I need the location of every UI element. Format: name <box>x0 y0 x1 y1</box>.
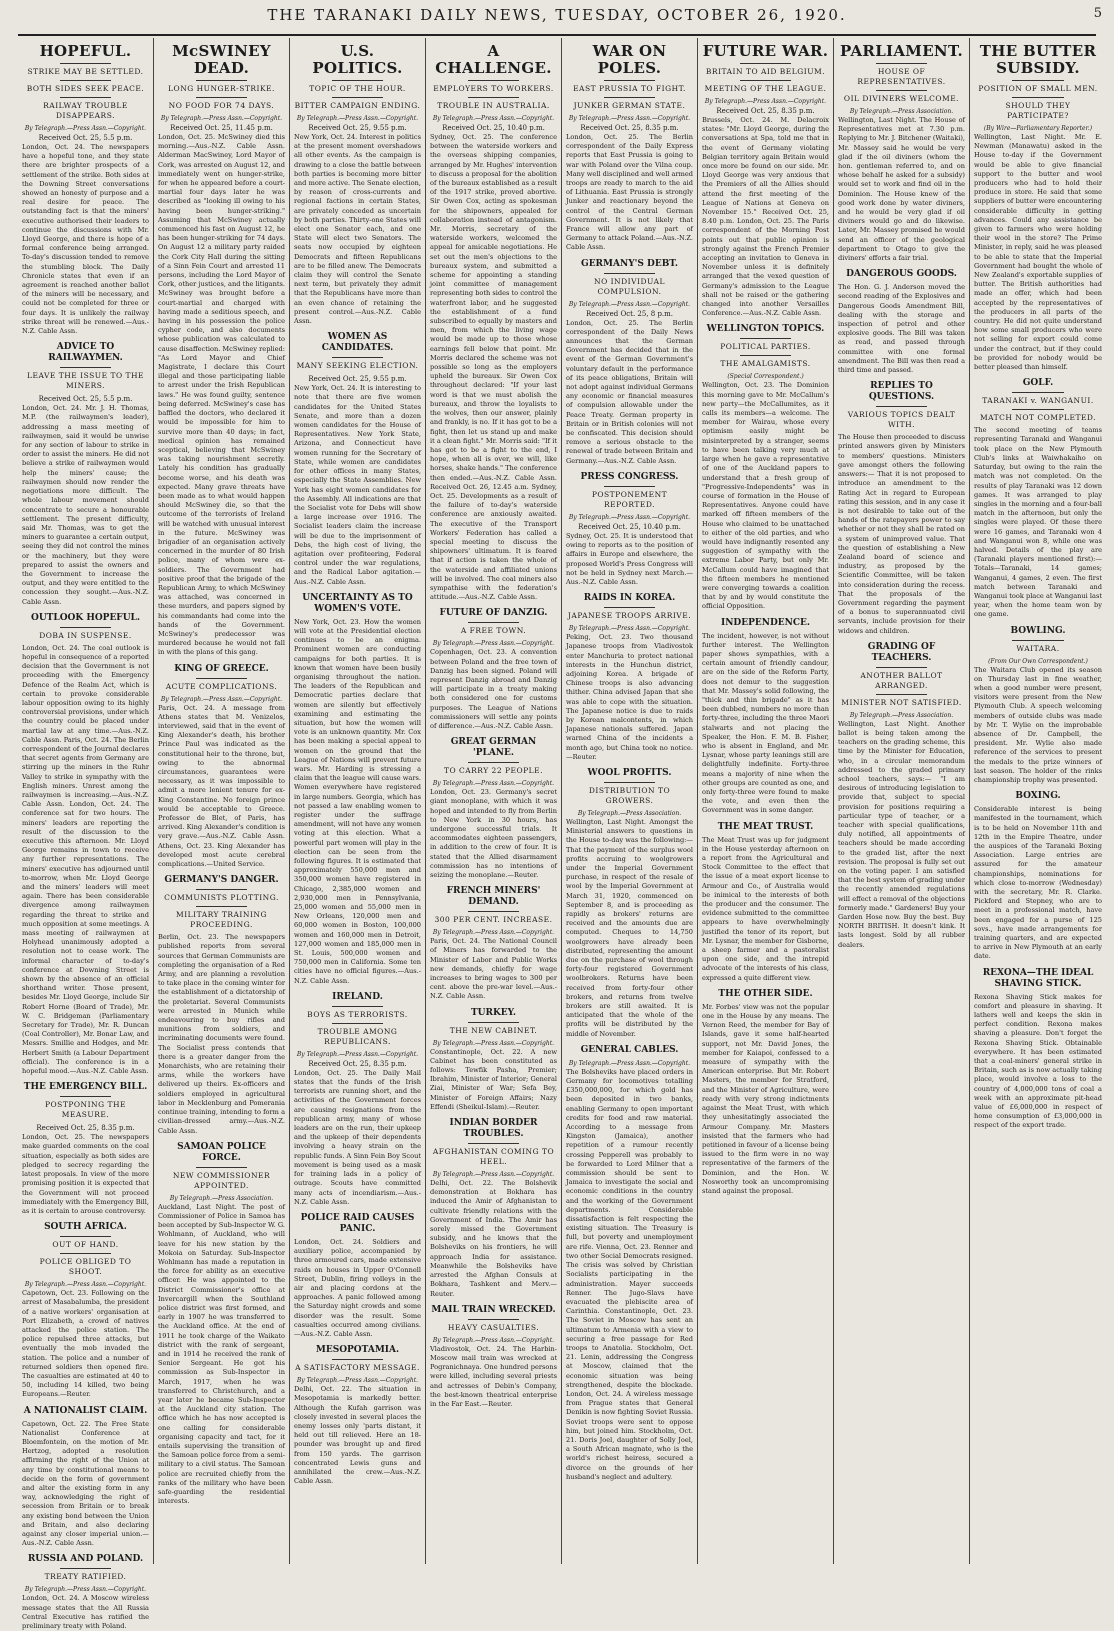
byline: By Telegraph.—Press Association. <box>577 809 682 817</box>
subheading: MINISTER NOT SATISFIED. <box>841 697 962 707</box>
dateline: Received Oct. 25, 8.35 p.m. <box>716 107 815 115</box>
headline: TURKEY. <box>470 1007 517 1018</box>
headline: REXONA—THE IDEAL SHAVING STICK. <box>982 967 1094 989</box>
subheading: DOBA IN SUSPENSE. <box>39 630 132 640</box>
headline: WOMEN AS CANDIDATES. <box>321 332 394 354</box>
dateline: Received Oct. 25, 8.35 p.m. <box>580 124 679 132</box>
subheading: LEAVE THE ISSUE TO THE MINERS. <box>26 371 144 391</box>
divider <box>60 1568 111 1569</box>
byline: By Telegraph.—Press Assn.—Copyright. <box>432 640 555 648</box>
article-body: London, Oct. 25. McSwiney died this morning.—Aus.-N.Z. Cable Assn. Alderman MacSwiney, Lord Mayor of Cork, was arrested on August 12, and immediately went on hunger-strike, for when he appeared before a court-martial four days later he was described as "looking ill owing to his having been hunger-striking." Assuming that McSwiney actually commenced his fast on August 12, he has been hunger-striking for 74 days. On August 12 a military party raided the Cork City Hall during the sitting of a Sinn Fein Court and arrested 11 persons, including the Lord Mayor of Cork, other justices, and the litigants. McSwiney was brought before a court-martial and charged with having made a seditious speech, and having in his possession the police cypher code, and also documents whose publication was calculated to cause disaffection. McSwiney replied: "As Lord Mayor and Chief Magistrate, I declare this Court illegal and those participating liable to arrest under the Irish Republican laws." He was found guilty, sentence being deferred. McSwiney's case has baffled the doctors, who declared it would be impossible for him to survive more than 40 days; in fact, medical opinion has remained sceptical, believing that McSwiney was taking nourishment secretly. Lately his condition has gradually become worse, and his death was expected. Many grave threats have been made as to what would happen should McSwiney die, so that the outcome of the terrorists of Ireland will be watched with unusual interest in the future. McSwiney was brigadier of an organisation actively concerned in the murder of 80 Irish police, many of whom were ex-soldiers. The Government had positive proof that the brigade of the Republican Army, to which McSwiney was attached, was concerned in these murders, and papers signed by his commandants had come into the hands of the Government. McSwiney's predecessor was murdered because he would not fall in with the plans of this gang. <box>158 133 285 657</box>
article-body: London, Oct. 24. Soldiers and auxiliary police, accompanied by three armoured cars, made extensive raids on houses in Upper O'Connell Street, Dublin, firing volleys in the air and placing cordons at the approaches. A panic followed among the Saturday night crowds and some disorder was the result. Some casualties occurred among civilians.—Aus.-N.Z. Cable Assn. <box>294 1237 421 1338</box>
divider <box>332 1023 383 1024</box>
byline: By Telegraph.—Press Assn.—Copyright. <box>160 115 283 122</box>
column-7 <box>834 38 970 1564</box>
subheading: TO CARRY 22 PEOPLE. <box>443 766 544 776</box>
dateline: Received Oct. 25, 11.45 p.m. <box>170 124 273 132</box>
column-6 <box>698 38 834 1564</box>
article-body: London, Oct. 24. A Moscow wireless message states that the All Russia Central Executive has ratified the preliminary treaty with Poland. <box>22 1594 149 1630</box>
headline: GREAT GERMAN 'PLANE. <box>450 737 537 759</box>
byline: By Telegraph.—Press Association. <box>169 1194 274 1202</box>
headline: U.S. POLITICS. <box>312 42 403 77</box>
article <box>838 642 965 950</box>
headline: WELLINGTON TOPICS. <box>706 324 825 335</box>
headline: THE MEAT TRUST. <box>717 821 814 832</box>
byline: (From Our Own Correspondent.) <box>988 657 1088 665</box>
divider <box>196 1167 247 1168</box>
masthead-rule <box>18 34 1096 36</box>
headline: OUTLOOK HOPEFUL. <box>30 612 141 623</box>
subheading: TARANAKI v. WANGANUI. <box>982 396 1094 406</box>
article-body: Copenhagen, Oct. 23. A convention between Poland and the free town of Danzig has been signed. Poland will represent Danzig abroad and Danzig will participate in a treaty making both considered one for customs purposes. The League of Nations commissioners will settle any points of difference.—Aus.-N.Z. Cable Assn. <box>430 648 557 730</box>
divider <box>604 97 655 98</box>
article-body: The Bolsheviks have placed orders in Germany for locomotives totalling £350,000,000, for which gold has been deposited in two banks, enabling Germany to open important credits for food and raw material. According to a message from Kingston (Jamaica), another repetition of a rumour recently crossing Pepperell was probably to be forwarded to Lord Milner that a commission should be sent to Jamaica to investigate the social and economic conditions in the country and the working of the Government departments. Considerable dissatisfaction is felt respecting the existing situation. The Treasury is full, but poverty and unemployment are rife. Vienna, Oct. 23. Renner and two other Social Democrats resigned. The crisis was solved by Christian Socialists participating in the administration. Mayer succeeds Renner. The Jugo-Slavs have evacuated the plebiscite area of Carinthia. Constantinople, Oct. 23. The Soviet in Moscow has sent an ultimatum to Armenia with a view to securing a free passage for Red troops to Anatolia. Stockholm, Oct. 21. Lenin, addressing the Congress at Moscow, claimed that the economic situation was being strengthened, despite the blockade. London, Oct. 24. A wireless message from Prague states that General Denikin is now fighting Soviet Russia. Soviet troops were sent to oppose him, but joined him. Stockholm, Oct. 21. Doris Joel, daughter of Solly Joel, a South African magnate, who is the world's richest heiress, secured a divorce on the grounds of her husband's neglect and adultery. <box>566 1067 693 1481</box>
article-body: London, Oct. 24. The coal outlook is hopeful in consequence of a reported decision that the Government is not proceeding with the Emergency Defence of the Realm Act, which is certain to provoke considerable labour opposition owing to its highly controversial provisions, under which the country could be placed under martial law at any time.—Aus.-N.Z. Cable Assn. Paris, Oct. 24. The Berlin correspondent of the Journal declares that secret agents from Germany are stirring up the miners in the Ruhr Valley to strike in sympathy with the English miners. Unrest among the railwaymen is increasing.—Aus.-N.Z. Cable Assn. London, Oct. 24. The conference sat for two hours. The miners' leaders are reporting the result of the discussion to the executive this afternoon. Mr. Lloyd George remains in town to receive any further representations. The miners' executive has adjourned until to-morrow, when Mr. Lloyd George and the miners' leaders will meet again. There has been considerable divergence among railwaymen regarding the threat to strike and much opposition at some meetings. A mass meeting of railwaymen at Holyhead unanimously adopted a resolution not to cease work. The informal character of to-day's conference at Downing Street is shown by the absence of an official shorthand writer. Those present, besides Mr. Lloyd George, include Sir Robert Horne (Board of Trade), Mr. W. C. Bridgeman (Parliamentary Secretary for Trade), Mr. R. Duncan (Coal Controller), Mr. Bonar Law, and Messrs. Smillie and Hodges, and Mr. Herbert Smith (a Labour Department official). The conference is in a hopeful mood.—Aus.-N.Z. Cable Assn. <box>22 643 149 1076</box>
article <box>294 1345 421 1486</box>
subheading: A FREE TOWN. <box>460 626 527 636</box>
divider <box>468 1022 519 1023</box>
subheading: WAITARA. <box>1016 643 1060 653</box>
headline: A NATIONALIST CLAIM. <box>23 1405 148 1416</box>
article <box>566 472 693 587</box>
dateline: Received Oct. 25, 8.35 p.m. <box>308 1059 407 1068</box>
article <box>294 593 421 986</box>
article <box>566 1045 693 1482</box>
subheading: COMMUNISTS PLOTTING. <box>164 893 279 903</box>
divider <box>196 889 247 890</box>
byline: By Telegraph.—Press Assn.—Copyright. <box>432 1039 555 1047</box>
divider <box>876 694 927 695</box>
article-body: London, Oct. 25. The newspapers make guarded comments on the coal situation, especially as both sides are pledged to secrecy regarding the latest proposals. In view of the more promising position it is expected that the Government will not proceed immediately with the Emergency Bill, as it is certain to arouse controversy. <box>22 1133 149 1215</box>
article <box>974 791 1102 961</box>
article-body: New York, Oct. 23. How the women will vote at the Presidential election continues to be an enigma. Prominent women are conducting campaigns for both parties. It is known that women have been busily organising throughout the nation. The leaders of the Republican and Democratic parties declare that women are silently but effectively examining and estimating the situation, but how the women will vote is an unknown quantity. Mr. Cox has been making a special appeal to women on the ground that the League of Nations will prevent future wars. Mr. Harding is stressing a claim that the league will cause wars. Women everywhere have registered in large numbers. Georgia, which has not passed a law enabling women to register under the suffrage amendment, will not have any women voting at this election. What a powerful part women will play in the election can be seen from the following figures. It is estimated that approximately 550,000 men and 350,000 women have registered in Chicago, 2,385,000 women and 2,930,000 men in Pennsylvania, 25,000 women and 55,000 men in New Orleans, 120,000 men and 60,000 women in Boston, 100,000 women and 160,000 men in Detroit, 127,000 women and 185,000 men in St. Louis, 500,000 women and 750,000 men in California. Some ten cities have no official figures.—Aus.-N.Z. Cable Assn. <box>294 617 421 985</box>
article-body: Capetown, Oct. 23. Following on the arrest of Masabalumba, the president of a native workers' organisation at Port Elizabeth, a crowd of natives attacked the police station. The police repulsed three attacks, but eventually the mob invaded the station. The police and a number of returned soldiers then opened fire. The casualties are estimated at 40 to 50, including 14 killed, two being Europeans.—Reuter. <box>22 1289 149 1399</box>
byline: By Telegraph.—Press Assn.—Copyright. <box>24 125 147 132</box>
article-body: The Hon. G. J. Anderson moved the second reading of the Explosives and Dangerous Goods Amendment Bill, dealing with the storage and inspection of petrol and other explosive goods. The Bill was taken as read, and passed through committee with one formal amendment. The Bill was then read a third time and passed. <box>838 283 965 375</box>
article-body: Wellington, Last Night. The House of Representatives met at 7.30 p.m. Replying to Mr. J. Bitchener (Waitaki), Mr. Massey said he would be very glad if the oil diviners (whom the hon. gentleman referred to, and on whose behalf he asked for a subsidy) would set to work and find oil in the Dominion. The House knew of the good work done by water diviners, and he would be very glad if oil diviners would go and do likewise. Later, Mr. Massey promised he would send an officer of the geological department to Otago to give the diviners' efforts a fair trial. <box>838 116 966 263</box>
headline: THE BUTTER SUBSIDY. <box>979 42 1097 77</box>
headline: WOOL PROFITS. <box>587 767 672 778</box>
divider <box>332 1359 383 1360</box>
article <box>838 269 965 375</box>
divider <box>1012 640 1063 641</box>
dateline: Received Oct. 25, 9.55 p.m. <box>308 375 407 384</box>
article <box>22 1082 149 1216</box>
article-body: Delhi, Oct. 22. The Bolshevik demonstration at Bokhara has induced the Amir of Afghanistan to cultivate friendly relations with the Government of India. The Amir has sorely missed the Government subsidy, and he knows that the Bolsheviks on his frontiers, he will approach India for assistance. Meanwhile the Bolsheviks have arrested the Afghan Consuls at Bokhara, Tashkent and Merv.—Reuter. <box>430 1179 557 1298</box>
headline: FUTURE OF DANZIG. <box>439 608 548 619</box>
article <box>566 259 693 466</box>
headline: MAIL TRAIN WRECKED. <box>431 1304 556 1315</box>
article-body: Vladivostok, Oct. 24. The Harbin-Moscow mail train was wrecked at Pogranichnaya. One hundred persons were killed, including several priests and actresses of Debin's Company, the best-known theatrical enterprise in the Far East.—Reuter. <box>430 1344 557 1408</box>
headline: PRESS CONGRESS. <box>580 471 679 482</box>
article-body: Capetown, Oct. 22. The Free State Nationalist Conference at Bloemfontein, on the motion of Mr. Hertzog, adopted a resolution affirming the right of the Union at any time by constitutional means to decide on the form of government and alter the existing form in any way, acknowledging the right of secession from Britain or to break any existing bond between the Union and Britain, and also declaring against any closer imperial union.—Aus.-N.Z. Cable Assn. <box>22 1419 149 1548</box>
article-body: New York, Oct. 24. Interest in politics at the present moment overshadows all other events. As the campaign is drawing to a close the battle between both parties is becoming more bitter and more active. The Senate election, by reason of cross-currents and regional factions in certain States, are privately conceded as uncertain by both parties. Thirty-one States will elect one Senator each, and one State will elect two Senators. The seats now occupied by eighteen Democrats and fifteen Republicans are to be filled anew. The Democrats claim they will control the Senate next term, but privately they admit that the Republicans have more than an even chance of retaining the present control.—Aus.-N.Z. Cable Assn. <box>294 133 421 326</box>
dateline: Received Oct. 25, 8 p.m. <box>585 309 674 318</box>
headline: REPLIES TO QUESTIONS. <box>868 381 935 403</box>
subheading: 300 PER CENT. INCREASE. <box>434 915 553 925</box>
headline: GERMANY'S DANGER. <box>164 875 279 886</box>
byline: By Telegraph.—Press Assn.—Copyright. <box>432 1171 555 1179</box>
divider <box>876 667 927 668</box>
divider <box>604 607 655 608</box>
subheading: BITTER CAMPAIGN ENDING. <box>294 101 421 110</box>
subheading: RAILWAY TROUBLE DISAPPEARS. <box>43 101 128 120</box>
article-body: Delhi, Oct. 22. The situation in Mesopotamia is markedly better. Although the Kufah garrison was closely invested in several places the enemy losses only 'parts distant, it held out till relieved. Here an 18-pounder was brought up and fired from 150 yards. The garrison concentrated Lewis guns and annihilated the crew.—Aus.-N.Z. Cable Assn. <box>294 1385 421 1486</box>
article <box>566 768 693 1039</box>
article <box>838 43 965 263</box>
article <box>974 378 1102 619</box>
divider <box>740 80 791 81</box>
subheading: OUT OF HAND. <box>52 1240 119 1250</box>
byline: (Special Correspondent.) <box>727 373 804 381</box>
byline: By Telegraph.—Press Assn.—Copyright. <box>568 115 691 122</box>
article-body: Peking, Oct. 23. Two thousand Japanese troops from Vladivostok enter Manchuria to protect national interests in the Hunchun district, adjoining Korea. A brigade of Chinese troops is also advancing thither. China advised Japan that she was able to cope with the situation. The Japanese notice is due to raids by Korean malcontents, in which Japanese nationals suffered. Japan warned China of the incidents a month ago, but China took no notice.—Reuter. <box>566 633 693 761</box>
article-body: London, Oct. 23. Germany's secret giant monoplane, with which it was hoped and intended to fly from Berlin to New York in 30 hours, has undergone successful trials. It accommodates eighteen passengers, in addition to the crew of four. It is stated that the Allied disarmament commission has no intentions of seizing the monoplane.—Reuter. <box>430 788 557 880</box>
divider <box>468 1143 519 1144</box>
headline: BOWLING. <box>1010 625 1066 636</box>
article-body: Considerable interest is being manifested in the tournament, which is to be held on November 11th and 12th in the Empire Theatre, under the auspices of the Taranaki Boxing Association. Large entries are assured for the amateur championships, nominations for which close to-morrow (Wednesday) with the secretary, Mr. R. Clarke. Pickford and Stepney, who are to meet in a professional match, have been engaged for a purse of 125 sovs., have made arrangements for training quarters, and are expected to arrive in New Plymouth at an early date. <box>974 805 1102 961</box>
divider <box>332 357 383 358</box>
article-body: London, Oct. 25. The Berlin correspondent of the Daily News announces that the German Government has decided that in the event of the German Government's voluntary default in the performance of its peace obligations, Britain will not adopt against individual Germans any economic or financial measures of compulsion allowable under the Peace Treaty. German property in Britain or in British colonies will not be confiscated. This decision should remove a serious obstacle to the renewal of trade between Britain and Germany.—Aus.-N.Z. Cable Assn. <box>566 318 693 465</box>
article <box>702 43 829 318</box>
article <box>158 664 285 870</box>
divider <box>740 338 791 339</box>
article-body: Wellington, Oct. 23. The Dominion this morning gave to Mr. McCallum's new party—the McCallumites, as it calls its members—a welcome. The member for Wairau, whose every optimism easily might be misinterpreted by a stranger, seems to have been talking very much at large when he gave a representative of one of the Auckland papers to understand that a fresh group of "Progressive-Independents" was in course of formation in the House of Representatives. Anyone could have marked off fifteen members of the House who claimed to be unattached to either of the old parties, and who would have indignantly resented any suggestion of sympathy with the extreme Labor Party, but only Mr. McCallum could have imagined that the fifteen members he mentioned were converging towards a coalition that by and by would constitute the official Opposition. <box>702 381 829 611</box>
byline: By Telegraph.—Press Assn.—Copyright. <box>568 513 691 521</box>
divider <box>604 273 655 274</box>
headline: INDEPENDENCE. <box>720 617 810 628</box>
divider <box>60 63 111 64</box>
article-body: The House then proceeded to discuss printed answers given by Ministers to members' questions. Ministers gave amongst others the following answers:— That it is not proposed to introduce an amendment to the Rating Act in regard to European rating this session, and in any case it is not desirable to take out of the hands of the ratepayers power to say whether or not they shall be rated on a system of unimproved value. That the question of establishing a New Zealand board of science and industry, as proposed by the Scientific Committee, will be taken into consideration during the recess. That the proposals of the Government regarding the payment of a bonus to superannuated civil servants, include provision for their widows and children. <box>838 433 965 635</box>
headline: RUSSIA AND POLAND. <box>27 1554 144 1565</box>
article <box>158 1142 285 1507</box>
article-body: Mr. Forbes' view was not the popular one in the House by any means. The Vernon Reed, the member for Bay of Islands, gave it some half-hearted support, not Mr. David Jones, the member for Kaiapoi, confessed to a measure of sympathy with the American enterprise. But Mr. Robert Masters, the member for Stratford, and the Minister of Agriculture, were ready with very strong indictments against the Meat Trust, with which they unhesitatingly associated the Armour Company. Mr. Masters insisted that the farmers who had petitioned in favour of a license being issued to the firm were in no way representative of the farmers of the Dominion, and the Hon. W. Nosworthy took an uncompromising stand against the proposal. <box>702 1002 829 1195</box>
article-body: London, Oct. 25. The Daily Mail states that the funds of the Irish terrorists are running short, and the activities of the Government forces are causing resignations from the republican army, many of whose leaders are on the run, their upkeep and the upkeep of their dependents involving a heavy strain on the republic funds. A Sinn Fein Boy Scout movement is being used as a mask for training lads in a policy of outrage. Scouts have committed many acts of incendiarism.—Aus.-N.Z. Cable Assn. <box>294 1068 421 1206</box>
headline: DANGEROUS GOODS. <box>846 269 957 280</box>
subheading: LONG HUNGER-STRIKE. <box>168 84 275 93</box>
subheading: THE NEW CABINET. <box>449 1025 538 1035</box>
article <box>702 822 829 983</box>
subheading: NO FOOD FOR 74 DAYS. <box>168 101 275 110</box>
article <box>702 989 829 1196</box>
subheading: JAPANESE TROOPS ARRIVE. <box>567 611 692 621</box>
article <box>430 608 557 731</box>
headline: THE OTHER SIDE. <box>718 988 813 999</box>
divider <box>468 622 519 623</box>
headline: GENERAL CABLES. <box>580 1044 679 1055</box>
divider <box>60 1096 111 1097</box>
divider <box>332 97 383 98</box>
dateline: Received Oct. 25, 5.5 p.m. <box>38 134 133 142</box>
byline: By Telegraph.—Press Assn.—Copyright. <box>24 1586 147 1594</box>
divider <box>1012 80 1063 81</box>
article <box>838 381 965 635</box>
divider <box>196 80 247 81</box>
article <box>22 342 149 606</box>
divider <box>604 80 655 81</box>
article <box>974 968 1102 1131</box>
byline: (By Wire—Parliamentary Reporter.) <box>983 125 1093 132</box>
subheading: MEETING OF THE LEAGUE. <box>704 84 827 93</box>
divider <box>604 782 655 783</box>
article <box>158 43 285 658</box>
divider <box>468 762 519 763</box>
subheading: TROUBLE IN AUSTRALIA. <box>437 101 550 110</box>
byline: By Telegraph.—Press Assn.—Copyright. <box>296 115 419 122</box>
divider <box>468 911 519 912</box>
divider <box>1012 392 1063 393</box>
byline: By Telegraph.—Press Association. <box>849 711 954 719</box>
dateline: Received Oct. 25, 9.55 p.m. <box>308 124 407 132</box>
article-body: Sydney, Oct. 25. The conference between the waterside workers and the overseas shipping companies, arranged by Mr. Hughes' intervention to discuss a proposal for the abolition of the bureaux established as a result of the 1917 strike, proved abortive. Sir Owen Cox, acting as spokesman for the shipowners, appealed for collaboration instead of antagonism. Mr. Morris, secretary of the waterside workers, welcomed the appeal for amicable negotiations. He set out the men's objections to the bureaux system, and submitted a scheme for appointing a standing joint committee of management representing both sides to control the waterfront labor, and he suggested the establishment of a fund subscribed to equally by masters and men, from which the living wage would be made up to those whose earnings fell below that point. Mr. Morris declared the scheme was not possible so long as the employers upheld the bureaux. Sir Owen Cox throughout declared: "If your last word is that we must abolish the bureaux, and throw the loyalists to the wolves, then our answer, plainly and frankly, is no. If it has got to be a fight, then let us stand up and make it a clean fight." Mr. Morris said: "If it has got to be a fight to the end, I hope, when all is over, we will, like horses, shake hands." The conference then ended.—Aus.-N.Z. Cable Assn. Received Oct. 26, 12.45 a.m. Sydney, Oct. 25. Developments as a result of the failure of to-day's waterside conference are anxiously awaited. The executive of the Transport Workers' Federation has called a special meeting to discuss the shipowners' ultimatum. It is feared that if action is taken the whole of the waterside and affiliated unions will be involved. The coal miners also sympathise with the federation's attitude.—Aus.-N.Z. Cable Assn. <box>430 133 557 602</box>
article-body: Paris, Oct. 24. A message from Athens states that M. Venizelos, interviewed, said that in the event of King Alexander's death, his brother Prince Paul was indicated as the constitutional heir to the throne, but, owing to the abnormal circumstances, guarantees were necessary, as it was impossible to admit a more lenient tenure for ex-King Constantine. No foreign prince would be acceptable to Greece. Professor de Blet, of Paris, has arrived. King Alexander's condition is very grave.—Aus.-N.Z. Cable Assn. Athens, Oct. 23. King Alexander has developed most acute cerebral complications.—United Service. <box>158 703 285 869</box>
article <box>430 1305 557 1409</box>
divider <box>468 97 519 98</box>
dateline: Received Oct. 25, 8.35 p.m. <box>36 1124 135 1133</box>
subheading: BOYS AS TERRORISTS. <box>307 1009 408 1019</box>
byline: By Telegraph.—Press Assn.—Copyright. <box>432 780 555 788</box>
subheading: BRITAIN TO AID BELGIUM. <box>705 67 826 76</box>
dateline: Received Oct. 25, 5.5 p.m. <box>38 395 133 404</box>
article-body: The Waitara Club opened its season on Thursday last in fine weather, when a good number were present, visitors were present from the New Plymouth Club. A speech welcoming members of outside clubs was made by Mr. T. Wylie on the improbable absence of Dr. Campbell, the president. Mr. Wylie also made reference of the services to present the medals to the prize winners of last season. The holder of the rinks championship trophy was presented. <box>974 665 1102 784</box>
subheading: NEW COMMISSIONER APPOINTED. <box>172 1170 271 1190</box>
column-1 <box>18 38 154 1630</box>
subheading: BOTH SIDES SEEK PEACE. <box>26 84 145 93</box>
subheading: SHOULD THEY PARTICIPATE? <box>1005 101 1071 120</box>
headline: UNCERTAINTY AS TO WOMEN'S VOTE. <box>302 592 413 614</box>
divider <box>196 906 247 907</box>
byline: By Telegraph.—Press Association. <box>849 108 954 115</box>
subheading: VARIOUS TOPICS DEALT WITH. <box>847 410 956 430</box>
headline: KING OF GREECE. <box>174 663 269 674</box>
divider <box>740 63 791 64</box>
subheading: THE AMALGAMISTS. <box>720 359 811 369</box>
masthead-title: THE TARANAKI DAILY NEWS, TUESDAY, OCTOBER 26, 1920. <box>267 6 847 24</box>
divider <box>60 1236 111 1237</box>
headline: RAIDS IN KOREA. <box>583 593 676 604</box>
article <box>702 618 829 816</box>
article-body: Wellington, Last Night. Another ballot is being taken among the teachers on the grading scheme, this time by the Minister for Education, who, in a circular memorandum addressed to the graded primary school teachers, says:— "I am desirous of introducing legislation to provide that, subject to special provision for positions requiring a particular type of teacher, or a teacher with special qualifications, duly notified, all appointments of teachers should be made according to the graded list, after the next revision. The proposal is fully set out on the voting paper. I am satisfied that the best system of grading under the recently amended regulations will effect a removal of the objections formerly made." Gardeners! Buy your Garden Hose now. Buy the best. Buy NORTH BRITISH. It doesn't kink. It lasts longest. Sold by all rubber dealers. <box>838 719 965 949</box>
article-body: Paris, Oct. 24. The National Council of Miners has forwarded to the Minister of Labor and Public Works new demands, chiefly for wage increases to bring wages to 300 per cent. above the pre-war level.—Aus.-N.Z. Cable Assn. <box>430 937 557 1001</box>
byline: By Telegraph.—Press Assn.—Copyright. <box>296 1377 419 1385</box>
subheading: OIL DIVINERS WELCOME. <box>843 94 960 103</box>
article <box>430 1008 557 1112</box>
column-3 <box>290 38 426 1564</box>
divider <box>1012 97 1063 98</box>
subheading: ACUTE COMPLICATIONS. <box>165 681 278 691</box>
subheading: JUNKER GERMAN STATE. <box>573 101 686 110</box>
divider <box>332 80 383 81</box>
byline: By Telegraph.—Press Assn.—Copyright. <box>160 695 283 703</box>
article <box>294 43 421 326</box>
article-body: New York, Oct. 24. It is interesting to note that there are five women candidates for the United States Senate, and more than a dozen women candidates for the House of Representatives. New York State, Arizona, and Connecticut have women running for the Secretary of State, while women are candidates for other offices in many States, especially the State Assemblies. New York has eight women candidates for the Assembly. All indications are that the Socialist vote for Debs will show a large increase over 1916. The Socialist leaders claim the increase will be due to the imprisonment of Debs, the high cost of living, the agitation over profiteering, Federal control under the war regulations, and the Radical Labor agitation.—Aus.-N.Z. Cable Assn. <box>294 384 421 586</box>
divider <box>740 355 791 356</box>
headline: SOUTH AFRICA. <box>44 1222 127 1233</box>
subheading: TOPIC OF THE HOUR. <box>309 84 406 93</box>
subheading: ANOTHER BALLOT ARRANGED. <box>860 670 943 690</box>
divider <box>332 1006 383 1007</box>
article-body: Sydney, Oct. 25. It is understood that owing to reports as to the position of affairs in Europe and elsewhere, the proposed World's Press Congress will not be held in Sydney next March.—Aus.-N.Z. Cable Assn. <box>566 531 693 586</box>
divider <box>196 678 247 679</box>
headline: THE EMERGENCY BILL. <box>23 1082 148 1093</box>
article-body: Wellington, Last Night. Mr. E. Newman (Manawatu) asked in the House to-day if the Government would be able to give financial support to the butter and wool producers who had to hold their produce in store. He said that some suppliers of butter were encountering considerable difficulty in getting advances. Could any assistance be given to farmers who were holding their wool in the store? The Prime Minister, in reply, said he was pleased to be able to state that the Imperial Government had bought the whole of New Zealand's exportable supplies of butter. The British authorities had made an offer, which had been accepted by the representatives of the producers in all parts of the country. He did not quite understand how some small producers who were not selling for export could come under the contract, but if they could be provided for nobody would be better pleased than himself. <box>974 133 1102 372</box>
article-body: London, Oct. 24. Mr. J. H. Thomas, M.P. (the railwaymen's leader), addressing a mass meeting of railwaymen, said it would be unwise for any section of labour to strike in order to assist the miners. He did not believe a strike of railwaymen would help the miners' cause; the railwaymen should now render the negotiations more difficult. The whole labour movement should concentrate to secure a honourable settlement. The present difficulty, said Mr. Thomas, was to get the miners to guarantee a certain output, seeing they did not control the mines or the machinery, but they were prepared to assist the owners and the Government to increase the output, and they were entitled to the concession they sought.—Aus.-N.Z. Cable Assn. <box>22 404 149 606</box>
divider <box>60 97 111 98</box>
byline: By Telegraph.—Press Assn.—Copyright. <box>568 1059 691 1067</box>
headline: ADVICE TO RAILWAYMEN. <box>48 342 123 364</box>
article-body: London, Oct. 24. The newspapers have a hopeful tone, and they state there are brighter prospects of a settlement of the strike. Both sides at the Downing Street conversations showed an honesty of purpose and a real desire for peace. The outstanding fact is that the miners' executive authorised their leaders to continue the discussions with Mr. Lloyd George, and there is hope of a formal conference being arranged. To-day's discussion tended to remove the stumbling block. The Daily Chronicle states that even if an agreement is reached another ballot of the miners will be necessary, and could not be completed for three or four days. It is unlikely the railway strike threat will be renewed.—Aus.-N.Z. Cable Assn. <box>22 143 149 336</box>
byline: By Telegraph.—Press Assn.—Copyright. <box>296 1050 419 1058</box>
article <box>974 43 1102 372</box>
article <box>22 1406 149 1549</box>
subheading: STRIKE MAY BE SETTLED. <box>27 67 144 76</box>
subheading: MILITARY TRAINING PROCEEDING. <box>176 910 267 930</box>
byline: By Telegraph.—Press Assn.—Copyright. <box>432 1336 555 1344</box>
divider <box>876 63 927 64</box>
subheading: DISTRIBUTION TO GROWERS. <box>588 785 671 805</box>
subheading: POLICE OBLIGED TO SHOOT. <box>39 1257 132 1277</box>
column-5 <box>562 38 698 1564</box>
masthead <box>0 6 1114 34</box>
subheading: TROUBLE AMONG REPUBLICANS. <box>317 1026 398 1046</box>
subheading: HEAVY CASUALTIES. <box>447 1322 540 1332</box>
article <box>22 1222 149 1399</box>
subheading: POSTPONING THE MEASURE. <box>44 1100 126 1120</box>
subheading: AFGHANISTAN COMING TO HEEL. <box>432 1147 555 1167</box>
subheading: MANY SEEKING ELECTION. <box>296 361 419 371</box>
column-2 <box>154 38 290 1564</box>
article <box>566 593 693 762</box>
article <box>566 43 693 253</box>
article <box>294 332 421 586</box>
headline: GOLF. <box>1022 378 1054 389</box>
subheading: NO INDIVIDUAL COMPULSION. <box>594 276 665 296</box>
divider <box>60 627 111 628</box>
article-body: London, Oct. 25. The Berlin correspondent of the Daily Express reports that East Prussia is going to war with Poland over the Vilna coup. Many well disciplined and well armed troops are ready to march to the aid of Lithuania. East Prussia is strongly Junker and reactionary beyond the control of the Central German Government. It is not likely that France will allow any part of Germany to attack Poland.—Aus.-N.Z. Cable Assn. <box>566 133 693 252</box>
columns-container <box>18 38 1106 1630</box>
article <box>702 324 829 611</box>
headline: BOXING. <box>1015 791 1061 802</box>
byline: By Telegraph.—Press Assn.—Copyright. <box>24 1281 147 1289</box>
article <box>430 43 557 602</box>
article <box>294 1213 421 1339</box>
article-body: Berlin, Oct. 23. The newspapers published reports from several sources that German Communists are completing the organisation of a Red Army, and are planning a revolution to take place in the coming winter for the establishment of a dictatorship of the proletariat. Several Communists were arrested in Munich while endeavouring to buy rifles and munitions from soldiers, and incriminating documents were found. The Socialist press contends that there is a greater danger from the Monarchists, who are retaining their arms, while the workers have delivered up theirs. Ex-officers and soldiers employed in agricultural labor in Mecklenburg and Pomerania continue training, intending to form a civilian-dressed army.—Aus.-N.Z. Cable Assn. <box>158 933 285 1135</box>
byline: By Telegraph.—Press Assn.—Copyright. <box>568 625 691 633</box>
headline: FRENCH MINERS' DEMAND. <box>446 886 541 908</box>
subheading: MATCH NOT COMPLETED. <box>979 413 1097 423</box>
headline: PARLIAMENT. <box>840 42 963 60</box>
headline: SAMOAN POLICE FORCE. <box>177 1141 266 1163</box>
page-number: 5 <box>1093 6 1104 21</box>
article-body: The incident, however, is not without further interest. The Wellington paper shows sympathies, with a certain amount of friendly candour, are on the side of the Reform Party, does not demur to the suggestion that Mr. Massey's solid following, the "thick and thin brigade" as it has been dubbed, numbers no more than forty-three, including the three Maori stalwarts and not placing the Speaker, the Hon. F. M. B. Fisher, who is absent in England, and Mr. Lysnar, whose party leanings still are delightfully indefinite. Forty-three means a majority of nine when the other groups are counted as one, and only forty-three were found to make the vote, and even then the Government was in some danger. <box>702 631 829 815</box>
article <box>430 1118 557 1299</box>
article <box>430 737 557 880</box>
divider <box>468 80 519 81</box>
article-body: The Meat Trust was up for judgment in the House yesterday afternoon on a report from the Agricultural and Stock Committee to the effect that the issue of a meat export license to Armour and Co., of Australia would be inimical to the interests of both the producer and the consumer. The evidence submitted to the committee appears to have overwhelmingly justified the tenor of its report, but Mr. Lysnar, the member for Gisborne, a sheep farmer and a pastoralist upon one side, and the intrepid advocate of the interests of his class, expressed a quite different view. <box>702 835 829 982</box>
divider <box>876 406 927 407</box>
headline: McSWINEY DEAD. <box>172 42 271 77</box>
headline: A CHALLENGE. <box>435 42 552 77</box>
article <box>158 875 285 1135</box>
byline: By Telegraph.—Press Assn.—Copyright. <box>568 300 691 308</box>
headline: IRELAND. <box>332 991 383 1002</box>
divider <box>876 90 927 91</box>
subheading: EMPLOYERS TO WORKERS. <box>433 84 554 93</box>
subheading: HOUSE OF REPRESENTATIVES. <box>857 67 946 86</box>
article-body: Constantinople, Oct. 22. A new Cabinet has been constituted as follows: Tewfik Pasha, Premier; Ibrahim, Minister of Interior; General Ziai, Minister of War; Sefa Bey, Minister of Foreign Affairs; Nazy Effendi (Sheikul-Islam).—Reuter. <box>430 1047 557 1111</box>
headline: MESOPOTAMIA. <box>315 1345 400 1356</box>
headline: WAR ON POLES. <box>592 42 667 77</box>
divider <box>468 1319 519 1320</box>
article-body: Brussels, Oct. 24. M. Delacroix states: "Mr. Lloyd George, during the conversations at Spa, told me that in the event of Germany violating Belgian territory again Britain would once more be found on our side. Mr. Lloyd George was very anxious that the Premiers of all the Allies should attend the first meeting of the League of Nations at Geneva on November 15." Received Oct. 25, 8.40 p.m. London, Oct. 25. The Paris correspondent of the Morning Post points out that public opinion is strongly against the French Premier accepting an invitation to Geneva in November unless it is definitely arranged that the vexed question of Germany's admission to the League shall not be raised or the gathering changed into another Versailles Conference.—Aus.-N.Z. Cable Assn. <box>702 116 829 318</box>
divider <box>196 97 247 98</box>
subheading: POLITICAL PARTIES. <box>720 342 811 352</box>
article <box>430 886 557 1001</box>
byline: By Telegraph.—Press Assn.—Copyright. <box>432 929 555 937</box>
column-4 <box>426 38 562 1564</box>
divider <box>60 80 111 81</box>
byline: By Telegraph.—Press Assn.—Copyright. <box>432 115 555 122</box>
article-body: Rexona Shaving Stick makes for comfort and pleasure in shaving. It lathers well and keeps the skin in perfect condition. Rexona makes shaving a pleasure. Don't forget the Rexona Shaving Stick. Obtainable everywhere. It has been estimated that a coal-miners' general strike in Britain, such as is now actually taking place, would involve a loss to the country of 4,000,000 tons of coal a week with an approximate pit-head value of £6,000,000 in respect of home consumption of £3,000,000 in respect of the export trade. <box>974 992 1102 1130</box>
divider <box>60 367 111 368</box>
divider <box>604 486 655 487</box>
headline: GRADING OF TEACHERS. <box>867 641 936 663</box>
headline: HOPEFUL. <box>39 42 132 60</box>
article <box>294 992 421 1207</box>
subheading: POSITION OF SMALL MEN. <box>978 84 1098 93</box>
article <box>22 613 149 1077</box>
subheading: A SATISFACTORY MESSAGE. <box>295 1363 420 1373</box>
article-body: Wellington, Last Night. Amongst the Ministerial answers to questions in the House to-day was the following:— That the payment of the surplus wool profits accruing to woolgrowers under the Imperial Government purchase, in respect of the resale of wool by the Imperial Government at March 31, 1920, commenced on September 8, and is proceeding as rapidly as brokers' returns are received and the amounts due are computed. Cheques to 14,750 woolgrowers have already been distributed, representing the amount due on the purchase of wool through forty-four registered Government woolbrokers. Returns have been received from forty-four other brokers, and returns from twelve brokers are still awaited. It is anticipated that the whole of the profits will be distributed by the middle of November. <box>566 817 693 1038</box>
article-body: The second meeting of teams representing Taranaki and Wanganui took place on the New Plymouth Club's links at Waiwhakaiho on Saturday, but owing to the rain the match was not completed. On the results of play Taranaki was 12 down games. It was arranged to play singles in the morning and a four-ball match in the afternoon, but only the singles were played. Of these there were 16 games, and Taranaki won 4 and Wanganui won 8, while one was halved. Details of the play are (Taranaki players mentioned first):— Totals—Taranaki, 14 games; Wanganui, 4 games, 2 even. The first match between Taranaki and Wanganui took place at Wanganui last year, when the home team won by one game. <box>974 426 1102 619</box>
column-8 <box>970 38 1106 1564</box>
subheading: POSTPONEMENT REPORTED. <box>591 489 668 509</box>
dateline: Received Oct. 25, 10.40 p.m. <box>442 124 545 132</box>
article <box>22 43 149 336</box>
dateline: Received Oct. 25, 10.40 p.m. <box>578 522 681 531</box>
subheading: EAST PRUSSIA TO FIGHT. <box>573 84 686 93</box>
headline: POLICE RAID CAUSES PANIC. <box>300 1212 415 1234</box>
subheading: TREATY RATIFIED. <box>44 1572 127 1582</box>
divider <box>1012 409 1063 410</box>
byline: By Telegraph.—Press Assn.—Copyright. <box>704 98 827 105</box>
headline: GERMANY'S DEBT. <box>581 258 678 269</box>
article <box>22 1554 149 1631</box>
article <box>974 626 1102 786</box>
divider <box>60 1253 111 1254</box>
headline: FUTURE WAR. <box>702 42 829 60</box>
article-body: Auckland, Last Night. The post of Commissioner of Police in Samoa has been accepted by Sub-Inspector W. G. Wohlmann, of Auckland, who will leave for his new station by the Mokoia on Saturday. Sub-Inspector Wohlmann has made a reputation in the force for ability as an executive officer. He was appointed to the District Commissioner's office at Invercargill when the Southland police district was first formed, and early in 1907 he was transferred to the Auckland office. At the end of 1911 he took charge of the Waikato district with the rank of sergeant, and in 1914 he received the rank of Senior Sergeant. He got his commission as Sub-Inspector in March, 1917, when he was transferred to Christchurch, and a year later he became Sub-Inspector at the Auckland city station. The office which he has now accepted is one calling for considerable organising capacity and tact, for it entails supervising the transition of the Samoan police force from a semi-military to a civil status. The Samoan police are recruited chiefly from the ranks of the military who have been safe-guarding the residential interests. <box>158 1202 285 1506</box>
headline: INDIAN BORDER TROUBLES. <box>449 1118 538 1140</box>
